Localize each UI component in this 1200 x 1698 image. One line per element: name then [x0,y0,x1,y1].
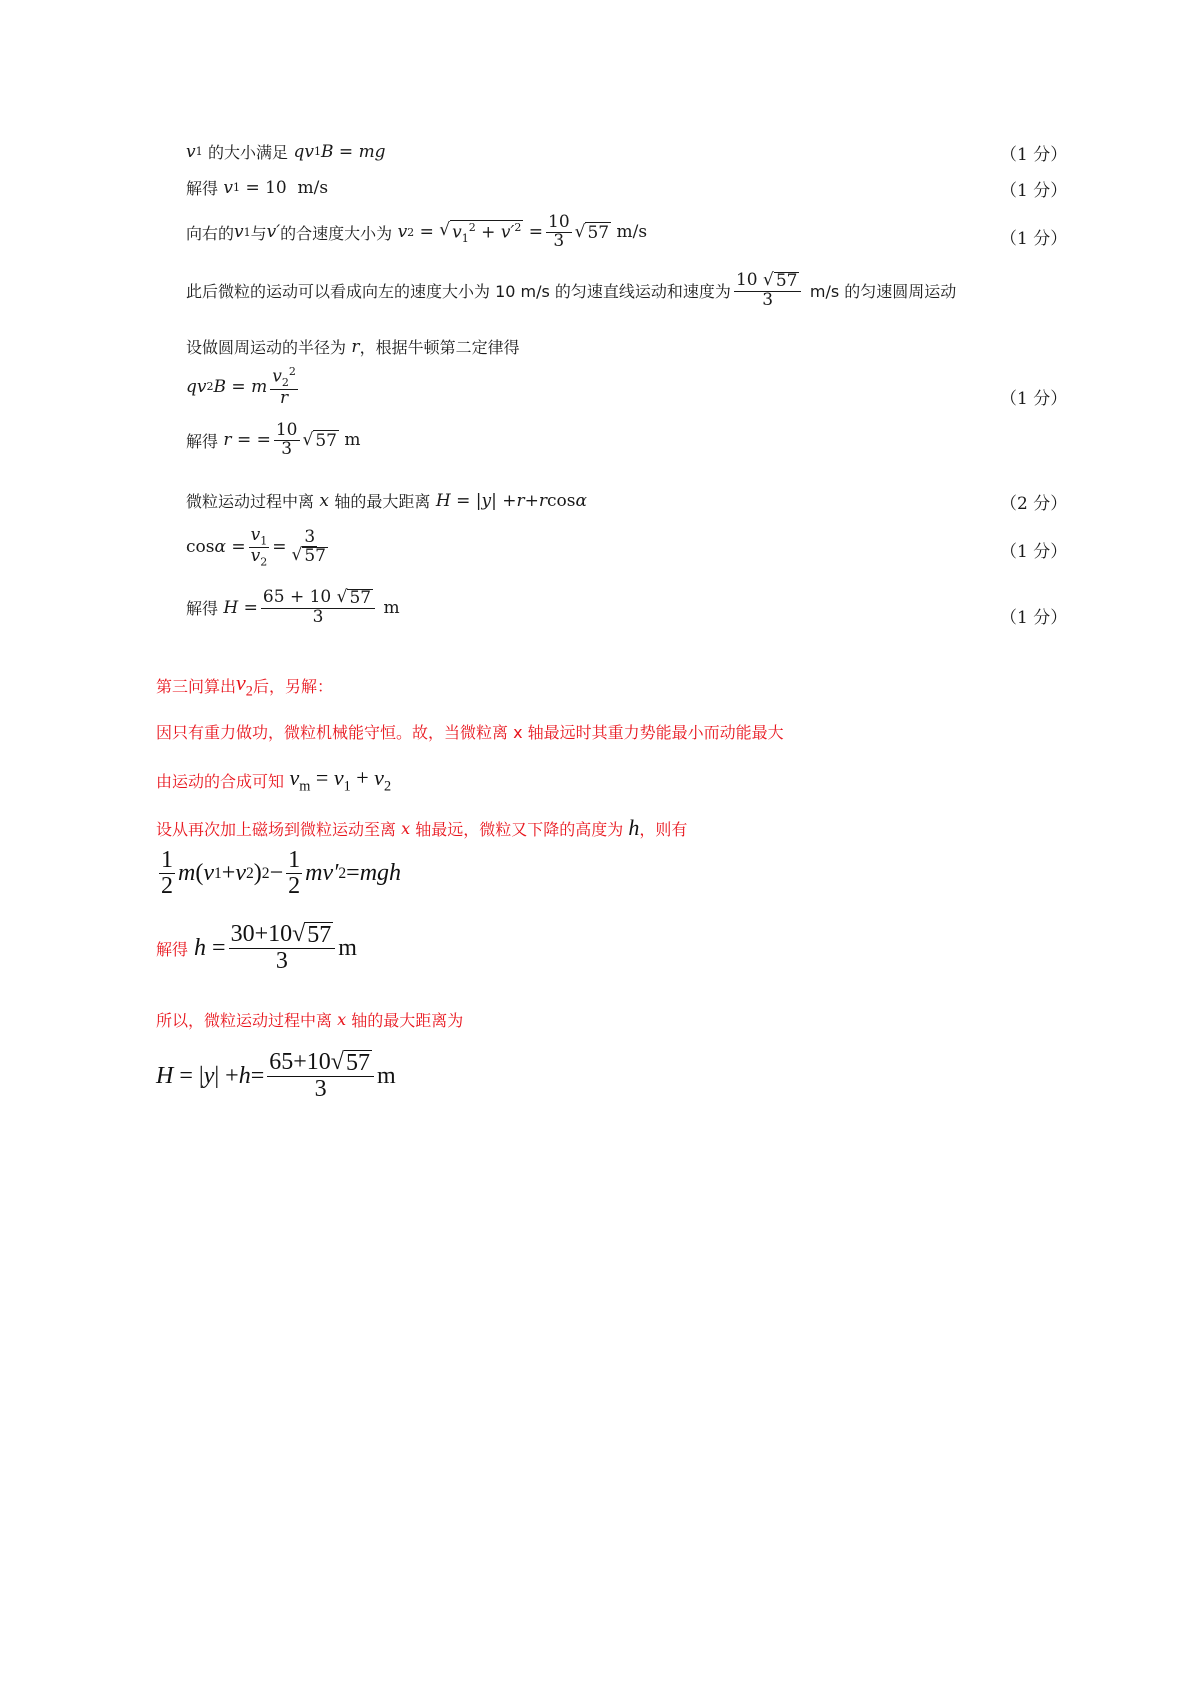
alt-line-5-equation: $\frac{1}{2}$ m ( v 1 + v 2 ) 2 − $\frac{1}{2}$ mv′ 2 = mgh [161,847,402,900]
line-2: 解得 v 1 = 10 m/s [186,177,329,198]
alt-line-3: 由运动的合成可知 $v_m = v_1 + v_2$ [156,765,392,795]
alt-line-8-equation: H = | y | + h = 65+10 √ 57 3 m [156,1049,396,1103]
line-7-text: 解得 [186,431,219,451]
line-4-text-a: 此后微粒的运动可以看成向左的速度大小为 10 m/s 的匀速直线运动和速度为 [186,282,731,302]
alt-line-4-text-b: 轴最远，微粒又下降的高度为 [415,819,624,839]
line-10-unit: m [383,597,400,618]
alt-line-1-text-b: 后，另解： [252,676,333,696]
line-8: 微粒运动过程中离 x 轴的最大距离 H = | y | + r + r cos α [186,490,587,511]
line-7-unit: m [344,430,361,451]
line-3-text-a: 向右的 [186,223,235,243]
line-3-unit: m/s [616,222,648,243]
alt-line-6-text: 解得 [156,939,189,959]
line-5: 设做圆周运动的半径为 r ，根据牛顿第二定律得 [186,336,520,357]
alt-line-2 [156,720,784,743]
score-2: （1 分） [1000,181,1068,201]
alt-line-4-text-a: 设从再次加上磁场到微粒运动至离 [156,819,397,839]
score-3: （1 分） [1000,229,1068,249]
line-2-text: 解得 [186,179,219,198]
line-3-text-b: 与 [250,223,267,243]
alt-line-1: 第三问算出 $v_2$ 后，另解： [156,670,333,700]
alt-line-3-text: 由运动的合成可知 [156,771,285,791]
alt-line-1-text-a: 第三问算出 [156,676,237,696]
line-7: 解得 r = = $\frac{10}{3}$ √ 57 m [186,420,361,459]
line-10-text: 解得 [186,599,219,619]
line-4-text-b: m/s 的匀速圆周运动 [809,282,957,302]
score-1: （1 分） [1000,145,1068,165]
line-1: v 1 的大小满足 qv 1 B = mg [186,141,386,162]
line-4: 此后微粒的运动可以看成向左的速度大小为 10 m/s 的匀速直线运动和速度为 10 √ 57 3 m/s 的匀速圆周运动 [186,270,957,310]
alt-line-7: 所以，微粒运动过程中离 x 轴的最大距离为 [156,1010,464,1030]
line-9: cos α = $\frac{v_1}{v_2}$ = 3 √ 57 [186,525,326,569]
line-3: 向右的 v 1 与 v′ 的合速度大小为 v 2 = √ $v_1^2 + v'^2$ = $\frac{10}{3}$ √ 57 m/s [186,212,648,251]
score-6: （1 分） [1000,389,1068,409]
line-6: qv 2 B = m $\frac{v_2^2}{r}$ [186,365,296,408]
alt-line-2-text: 因只有重力做功，微粒机械能守恒。故，当微粒离 x 轴最远时其重力势能最小而动能最大 [156,723,784,742]
line-10: 解得 H = 65 + 10 √ 57 3 m [186,587,400,627]
alt-line-4-text-c: ，则有 [639,819,688,839]
score-8: （2 分） [1000,494,1068,514]
line-5-text-b: ，根据牛顿第二定律得 [359,338,520,357]
score-9: （1 分） [1000,542,1068,562]
alt-line-7-text-b: 轴的最大距离为 [351,1011,464,1030]
line-3-text-c: 的合速度大小为 [280,223,393,243]
line-5-text-a: 设做圆周运动的半径为 [186,338,347,357]
alt-line-6: 解得 h = 30+10 √ 57 3 m [156,921,357,975]
line-8-text-b: 轴的最大距离 [334,492,431,511]
line-1-text: 的大小满足 [208,143,289,162]
alt-line-4: 设从再次加上磁场到微粒运动至离 x 轴最远，微粒又下降的高度为 h ，则有 [156,815,688,840]
alt-line-7-text-a: 所以，微粒运动过程中离 [156,1011,333,1030]
score-10: （1 分） [1000,608,1068,628]
line-8-text-a: 微粒运动过程中离 [186,492,315,511]
